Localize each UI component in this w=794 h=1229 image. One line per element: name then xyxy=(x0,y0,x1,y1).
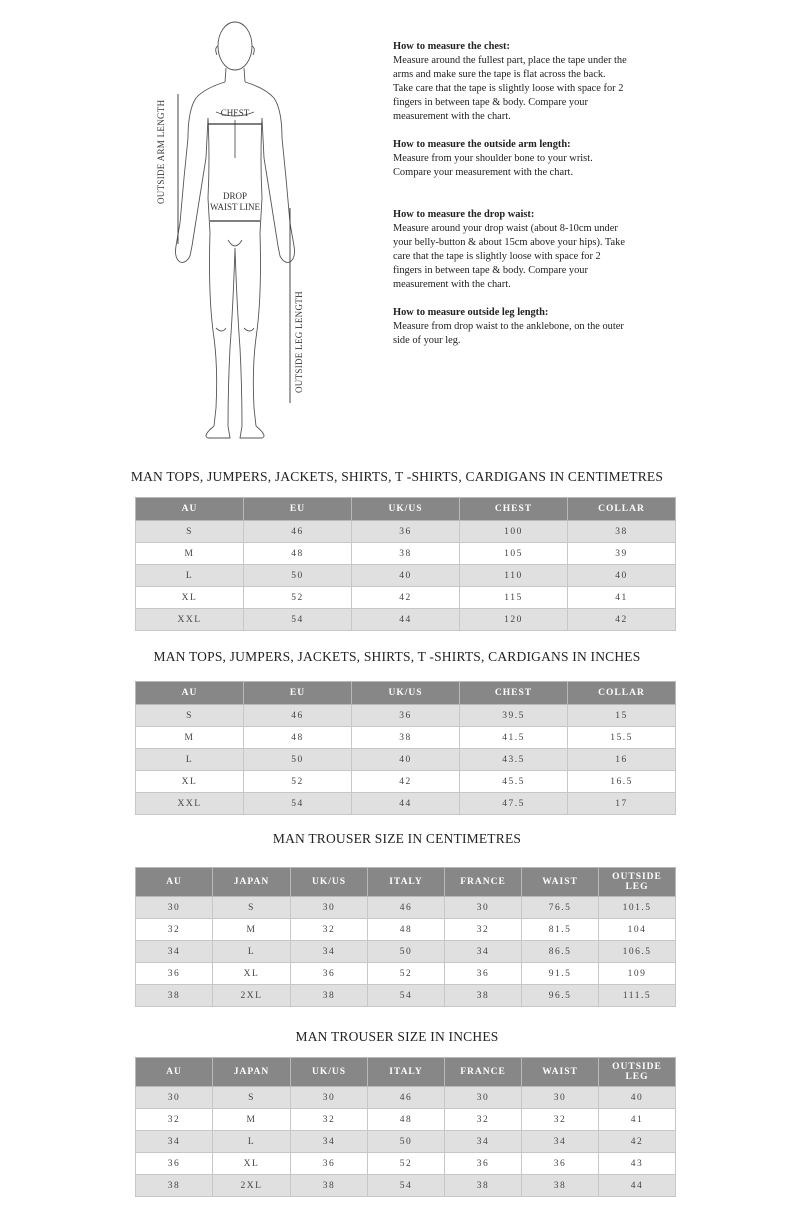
table-cell: 42 xyxy=(568,609,676,631)
table-cell: 40 xyxy=(568,565,676,587)
table-cell: 76.5 xyxy=(522,897,599,919)
col-header: OUTSIDE LEG xyxy=(599,1058,676,1087)
table-cell: 50 xyxy=(244,565,352,587)
col-header: JAPAN xyxy=(213,1058,291,1087)
table-cell: 48 xyxy=(244,543,352,565)
table-cell: 16 xyxy=(568,749,676,771)
instruction-title: How to measure outside leg length: xyxy=(393,307,549,318)
drop-waist-label xyxy=(195,191,275,213)
table-cell: 36 xyxy=(352,521,460,543)
table-cell: XL xyxy=(213,963,291,985)
table-cell: 42 xyxy=(352,587,460,609)
table-cell: 46 xyxy=(368,1087,445,1109)
table-cell: L xyxy=(213,941,291,963)
table-cell: 52 xyxy=(368,1153,445,1175)
table-cell: XL xyxy=(136,771,244,793)
table-cell: 41 xyxy=(599,1109,676,1131)
table-header-row xyxy=(136,868,676,897)
table-cell: 38 xyxy=(291,985,368,1007)
col-header: ITALY xyxy=(368,1058,445,1087)
table-cell: 30 xyxy=(291,897,368,919)
table-cell: 101.5 xyxy=(599,897,676,919)
col-header: UK/US xyxy=(352,682,460,705)
col-header: FRANCE xyxy=(445,1058,522,1087)
table-cell: 34 xyxy=(522,1131,599,1153)
instruction-title: How to measure the drop waist: xyxy=(393,209,535,220)
table-cell: L xyxy=(136,565,244,587)
table-row xyxy=(136,1131,676,1153)
table-cell: 40 xyxy=(352,565,460,587)
table-cell: 120 xyxy=(460,609,568,631)
table-cell: XXL xyxy=(136,609,244,631)
table-row xyxy=(136,1109,676,1131)
table-header-row xyxy=(136,682,676,705)
instruction-text: Measure from your shoulder bone to your wrist. Compare your measurement with the chart. xyxy=(393,153,593,178)
table-cell: 36 xyxy=(291,963,368,985)
table-cell: 36 xyxy=(522,1153,599,1175)
table-cell: 30 xyxy=(136,1087,213,1109)
table-header-row xyxy=(136,498,676,521)
table-cell: 110 xyxy=(460,565,568,587)
table-cell: 43.5 xyxy=(460,749,568,771)
table-row xyxy=(136,941,676,963)
table-cell: L xyxy=(136,749,244,771)
table-cell: 17 xyxy=(568,793,676,815)
table-cell: 32 xyxy=(522,1109,599,1131)
table-row xyxy=(136,1175,676,1197)
table-cell: 34 xyxy=(136,1131,213,1153)
table-cell: 54 xyxy=(368,985,445,1007)
table-cell: 15 xyxy=(568,705,676,727)
table-cell: 2XL xyxy=(213,985,291,1007)
table-cell: 40 xyxy=(352,749,460,771)
table-row xyxy=(136,705,676,727)
table-row xyxy=(136,727,676,749)
table-cell: 54 xyxy=(244,609,352,631)
table-cell: 32 xyxy=(445,1109,522,1131)
table-cell: 34 xyxy=(445,1131,522,1153)
table-cell: 38 xyxy=(352,543,460,565)
table-cell: 36 xyxy=(445,963,522,985)
table-cell: 100 xyxy=(460,521,568,543)
table-cell: 30 xyxy=(445,897,522,919)
instruction-text: Measure around your drop waist (about 8-10cm under your belly-button & about 15cm above your hips). Take care that the tape is slightly loose with space for 2 fingers in between tape & body. Compare your measurement with the chart. xyxy=(393,223,625,290)
table-cell: 34 xyxy=(445,941,522,963)
table-cell: 105 xyxy=(460,543,568,565)
table-cell: 39.5 xyxy=(460,705,568,727)
tops-cm-title: MAN TOPS, JUMPERS, JACKETS, SHIRTS, T -SHIRTS, CARDIGANS IN CENTIMETRES xyxy=(130,469,664,484)
body-measurement-figure xyxy=(150,8,320,440)
outside-arm-length-label: OUTSIDE ARM LENGTH xyxy=(156,99,166,204)
table-cell: 91.5 xyxy=(522,963,599,985)
table-cell: XL xyxy=(136,587,244,609)
col-header: ITALY xyxy=(368,868,445,897)
col-header: AU xyxy=(136,1058,213,1087)
instruction-title: How to measure the outside arm length: xyxy=(393,139,571,150)
col-header: FRANCE xyxy=(445,868,522,897)
table-cell: 38 xyxy=(352,727,460,749)
table-cell: 36 xyxy=(352,705,460,727)
table-cell: 40 xyxy=(599,1087,676,1109)
col-header: EU xyxy=(244,682,352,705)
table-row xyxy=(136,587,676,609)
table-cell: 30 xyxy=(136,897,213,919)
table-cell: S xyxy=(136,521,244,543)
tops-in-table xyxy=(135,681,676,815)
table-row xyxy=(136,771,676,793)
table-row xyxy=(136,1087,676,1109)
col-header: WAIST xyxy=(522,1058,599,1087)
table-cell: 104 xyxy=(599,919,676,941)
waist-instructions xyxy=(393,208,628,292)
table-cell: 42 xyxy=(352,771,460,793)
table-cell: 15.5 xyxy=(568,727,676,749)
col-header: UK/US xyxy=(291,1058,368,1087)
instruction-title: How to measure the chest: xyxy=(393,41,510,52)
table-row xyxy=(136,897,676,919)
col-header: OUTSIDE LEG xyxy=(599,868,676,897)
table-cell: S xyxy=(213,1087,291,1109)
col-header: EU xyxy=(244,498,352,521)
table-cell: 48 xyxy=(244,727,352,749)
table-cell: 41 xyxy=(568,587,676,609)
table-cell: 34 xyxy=(291,1131,368,1153)
table-cell: 38 xyxy=(136,1175,213,1197)
table-cell: M xyxy=(213,1109,291,1131)
col-header: COLLAR xyxy=(568,498,676,521)
measurement-instructions xyxy=(393,40,628,348)
table-cell: 2XL xyxy=(213,1175,291,1197)
table-cell: S xyxy=(213,897,291,919)
table-cell: S xyxy=(136,705,244,727)
table-cell: 32 xyxy=(136,919,213,941)
table-cell: 48 xyxy=(368,1109,445,1131)
table-cell: 41.5 xyxy=(460,727,568,749)
table-row xyxy=(136,609,676,631)
table-cell: 111.5 xyxy=(599,985,676,1007)
col-header: CHEST xyxy=(460,498,568,521)
table-cell: 43 xyxy=(599,1153,676,1175)
drop-waist-label-line2: WAIST LINE xyxy=(209,202,261,212)
table-cell: 32 xyxy=(291,919,368,941)
table-cell: 32 xyxy=(136,1109,213,1131)
table-cell: 44 xyxy=(352,793,460,815)
table-cell: 46 xyxy=(244,705,352,727)
table-cell: XXL xyxy=(136,793,244,815)
instruction-text: Measure from drop waist to the anklebone, on the outer side of your leg. xyxy=(393,321,624,346)
table-cell: 45.5 xyxy=(460,771,568,793)
table-cell: 32 xyxy=(291,1109,368,1131)
table-cell: 48 xyxy=(368,919,445,941)
table-row xyxy=(136,793,676,815)
table-cell: 52 xyxy=(244,771,352,793)
chest-instructions xyxy=(393,40,628,124)
table-cell: 86.5 xyxy=(522,941,599,963)
drop-waist-label-line1: DROP xyxy=(222,191,247,201)
table-cell: 30 xyxy=(522,1087,599,1109)
table-cell: 38 xyxy=(445,1175,522,1197)
table-cell: M xyxy=(213,919,291,941)
table-cell: 36 xyxy=(136,963,213,985)
table-cell: 47.5 xyxy=(460,793,568,815)
leg-instructions xyxy=(393,306,628,348)
table-cell: 38 xyxy=(291,1175,368,1197)
table-cell: 115 xyxy=(460,587,568,609)
table-cell: 32 xyxy=(445,919,522,941)
table-cell: 109 xyxy=(599,963,676,985)
table-row xyxy=(136,985,676,1007)
table-cell: 52 xyxy=(368,963,445,985)
table-cell: 38 xyxy=(568,521,676,543)
outside-leg-length-label: OUTSIDE LEG LENGTH xyxy=(294,291,304,393)
table-cell: 46 xyxy=(368,897,445,919)
table-cell: 96.5 xyxy=(522,985,599,1007)
instruction-text: Measure around the fullest part, place the tape under the arms and make sure the tape is flat across the back. Take care that the tape is slightly loose with space for 2 fingers in between tape & body. Compare your measurement with the chart. xyxy=(393,55,627,122)
table-cell: 50 xyxy=(368,941,445,963)
table-cell: L xyxy=(213,1131,291,1153)
table-cell: 34 xyxy=(291,941,368,963)
table-row xyxy=(136,543,676,565)
col-header: WAIST xyxy=(522,868,599,897)
table-cell: 36 xyxy=(136,1153,213,1175)
table-row xyxy=(136,919,676,941)
table-cell: 44 xyxy=(352,609,460,631)
table-cell: 30 xyxy=(291,1087,368,1109)
table-cell: 52 xyxy=(244,587,352,609)
table-cell: 46 xyxy=(244,521,352,543)
table-cell: 34 xyxy=(136,941,213,963)
table-cell: 106.5 xyxy=(599,941,676,963)
table-row xyxy=(136,565,676,587)
table-cell: 54 xyxy=(368,1175,445,1197)
col-header: CHEST xyxy=(460,682,568,705)
table-header-row xyxy=(136,1058,676,1087)
trousers-in-table xyxy=(135,1057,676,1197)
tops-cm-table xyxy=(135,497,676,631)
table-cell: 16.5 xyxy=(568,771,676,793)
col-header: UK/US xyxy=(352,498,460,521)
table-cell: 36 xyxy=(291,1153,368,1175)
col-header: AU xyxy=(136,682,244,705)
table-cell: 36 xyxy=(445,1153,522,1175)
trousers-in-title: MAN TROUSER SIZE IN INCHES xyxy=(295,1029,499,1044)
table-cell: 50 xyxy=(368,1131,445,1153)
tops-in-title: MAN TOPS, JUMPERS, JACKETS, SHIRTS, T -SHIRTS, CARDIGANS IN INCHES xyxy=(153,649,641,664)
col-header: AU xyxy=(136,498,244,521)
col-header: AU xyxy=(136,868,213,897)
table-cell: 50 xyxy=(244,749,352,771)
trousers-cm-title: MAN TROUSER SIZE IN CENTIMETRES xyxy=(272,831,522,846)
chest-label: CHEST xyxy=(220,108,250,118)
table-cell: XL xyxy=(213,1153,291,1175)
table-cell: 38 xyxy=(445,985,522,1007)
col-header: JAPAN xyxy=(213,868,291,897)
table-cell: 42 xyxy=(599,1131,676,1153)
table-row xyxy=(136,1153,676,1175)
arm-instructions xyxy=(393,138,628,180)
table-row xyxy=(136,521,676,543)
table-cell: 81.5 xyxy=(522,919,599,941)
table-row xyxy=(136,749,676,771)
table-cell: M xyxy=(136,543,244,565)
table-cell: 39 xyxy=(568,543,676,565)
table-cell: 38 xyxy=(522,1175,599,1197)
table-cell: 44 xyxy=(599,1175,676,1197)
table-cell: 30 xyxy=(445,1087,522,1109)
table-cell: M xyxy=(136,727,244,749)
table-row xyxy=(136,963,676,985)
col-header: UK/US xyxy=(291,868,368,897)
table-cell: 54 xyxy=(244,793,352,815)
table-cell: 38 xyxy=(136,985,213,1007)
trousers-cm-table xyxy=(135,867,676,1007)
col-header: COLLAR xyxy=(568,682,676,705)
